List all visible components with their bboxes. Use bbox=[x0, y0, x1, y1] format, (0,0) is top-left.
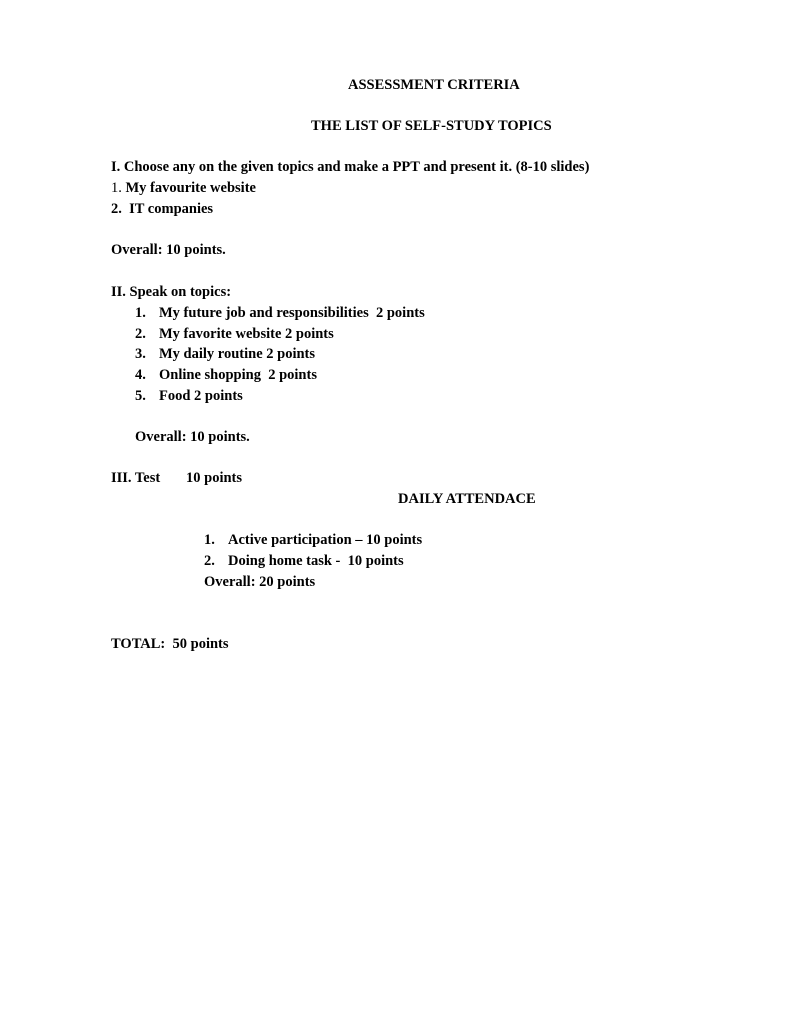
section2-item-text: Food 2 points bbox=[159, 388, 243, 404]
section2-item-text: My future job and responsibilities 2 points bbox=[159, 305, 425, 321]
section2-item-text: Online shopping 2 points bbox=[159, 367, 317, 383]
section2-item-text: My favorite website 2 points bbox=[159, 326, 334, 342]
section2-item-number: 5. bbox=[135, 388, 146, 404]
total-line: TOTAL: 50 points bbox=[111, 636, 229, 652]
attendance-item-number: 1. bbox=[204, 532, 215, 548]
section1-heading: I. Choose any on the given topics and make a PPT and present it. (8-10 slides) bbox=[111, 159, 590, 175]
section2-overall: Overall: 10 points. bbox=[135, 429, 250, 445]
attendance-item-text: Doing home task - 10 points bbox=[228, 553, 404, 569]
section2-item-number: 1. bbox=[135, 305, 146, 321]
section2-item bbox=[135, 304, 425, 322]
section2-item-text: My daily routine 2 points bbox=[159, 346, 316, 362]
section1-item bbox=[111, 179, 256, 197]
section2-item bbox=[135, 345, 315, 363]
attendance-overall: Overall: 20 points bbox=[204, 574, 316, 590]
section1-item-number: 2. bbox=[111, 201, 122, 217]
section1-item-number: 1. bbox=[111, 180, 122, 196]
section3-heading: III. Test bbox=[111, 470, 161, 486]
attendance-heading: DAILY ATTENDACE bbox=[398, 491, 536, 507]
section1-item-text: IT companies bbox=[129, 201, 214, 217]
section2-heading: II. Speak on topics: bbox=[111, 284, 232, 300]
section3-points: 10 points bbox=[186, 470, 243, 486]
section2-item bbox=[135, 366, 317, 384]
section2-item-number: 4. bbox=[135, 367, 146, 383]
section1-item bbox=[111, 200, 213, 218]
attendance-item-text: Active participation – 10 points bbox=[228, 532, 423, 548]
section2-item bbox=[135, 325, 334, 343]
section1-item-text: My favourite website bbox=[125, 180, 256, 196]
section2-item-number: 3. bbox=[135, 346, 146, 362]
section2-item-number: 2. bbox=[135, 326, 146, 342]
document-subtitle: THE LIST OF SELF-STUDY TOPICS bbox=[311, 118, 552, 134]
section1-overall: Overall: 10 points. bbox=[111, 242, 226, 258]
attendance-item bbox=[204, 552, 404, 570]
attendance-item-number: 2. bbox=[204, 553, 215, 569]
attendance-item bbox=[204, 531, 422, 549]
document-title: ASSESSMENT CRITERIA bbox=[348, 77, 520, 93]
section2-item bbox=[135, 387, 243, 405]
